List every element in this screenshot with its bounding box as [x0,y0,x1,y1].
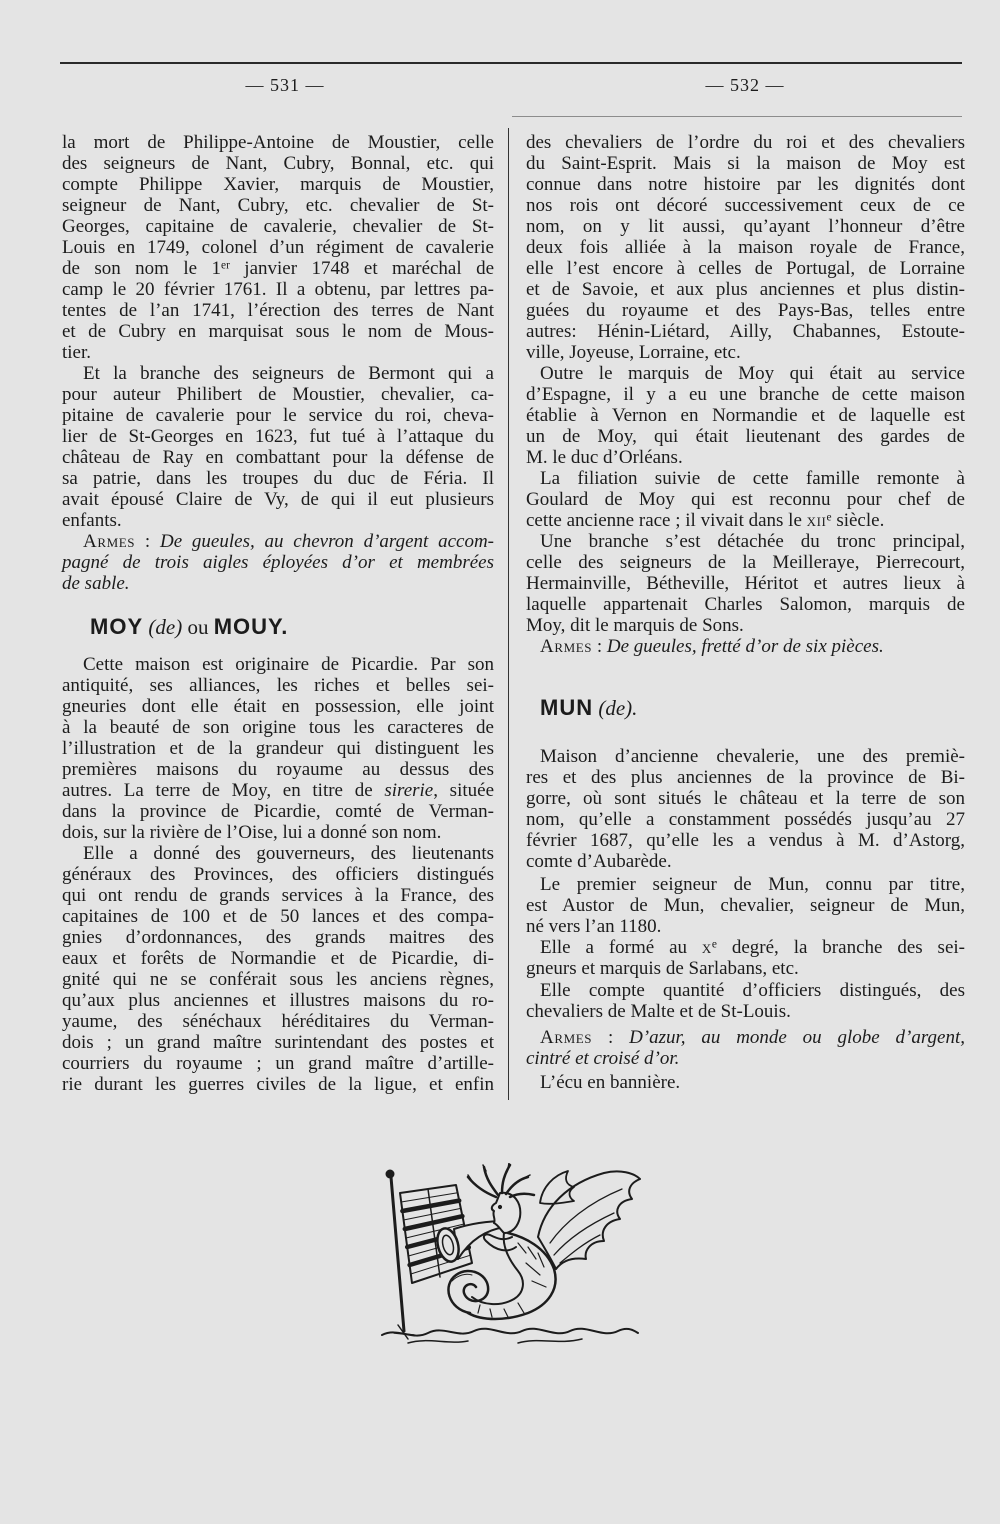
text-line [62,1053,494,1074]
text-line [62,258,494,279]
bold-run: MOUY. [213,614,289,639]
paragraph [526,1072,965,1093]
text-line [62,906,494,927]
text-run: Elle a formé au [540,936,702,958]
text-run: château de Ray en combattant pour la défense de [62,447,494,468]
text-run: laquelle appartenait Charles Salomon, marquis de [526,594,965,615]
italic-run: sirerie [384,780,434,801]
text-line [62,384,494,405]
text-run: M. le duc d’Orléans. [526,447,683,468]
text-run: dois, sur la rivière de l’Oise, lui a donné son nom. [62,822,442,843]
italic-run: De gueules, au chevron d’argent accom- [159,531,494,552]
paragraph [62,654,494,843]
small-caps-run: Armes [83,531,136,552]
text-run: d’Espagne, il y a eu une branche de cette maison [526,384,965,405]
text-line [526,895,965,916]
text-run: de son nom le 1 [62,258,222,279]
text-line [526,426,965,447]
text-run: généraux des Provinces, des officiers distingués [62,864,494,885]
text-line [526,237,965,258]
top-rule [60,62,962,64]
text-line [62,1011,494,1032]
section-heading [526,693,965,723]
text-run: ou [182,615,214,639]
text-run: nos rois ont décoré successivement ceux de ce [526,195,965,216]
text-line [62,885,494,906]
text-line [526,615,965,636]
paragraph [526,363,965,468]
text-run: tentes de l’an 1741, l’érection des terres de Nant [62,300,494,321]
superscript-run: e [826,511,832,524]
text-line [526,874,965,895]
text-run: février 1687, qu’elle les a vendus à M. d’Astorg, [526,830,965,851]
text-line [526,153,965,174]
text-line [526,980,965,1001]
text-run: antiquité, ses alliances, les riches et belles sei- [62,675,494,696]
text-run: La filiation suivie de cette famille remonte à [540,468,965,489]
italic-run: (de) [148,615,183,639]
text-line [62,174,494,195]
text-line [62,426,494,447]
superscript-run: er [221,259,230,272]
text-run: lier de St-Georges en 1623, fut tué à l’attaque du [62,426,494,447]
text-run: eaux et forêts de Normandie et de Picardie, di- [62,948,494,969]
text-run: un de Moy, qui était lieutenant des gardes de [526,426,965,447]
text-run: gorre, où sont situés le château et la terre de son [526,788,965,809]
text-line [526,405,965,426]
text-line [62,552,494,573]
text-run: res et des plus anciennes de la province de Bi- [526,767,965,788]
text-run: des chevaliers de l’ordre du roi et des chevaliers [526,132,965,153]
text-line [526,258,965,279]
text-line [62,573,494,594]
text-line [526,958,965,979]
text-line [526,746,965,767]
paragraph [526,1027,965,1069]
text-run: : [592,636,607,657]
text-line [62,195,494,216]
text-line [62,927,494,948]
text-run: Le premier seigneur de Mun, connu par titre, [540,873,965,895]
text-line [526,531,965,552]
paragraph [62,363,494,531]
text-line [62,510,494,531]
text-line [526,1072,965,1093]
text-line [526,321,965,342]
text-line [526,809,965,830]
feather-crown [468,1163,534,1197]
text-line [526,174,965,195]
text-run: L’écu en bannière. [540,1071,681,1093]
text-run: janvier 1748 et maréchal de [229,258,494,279]
text-run: gneurs et marquis de Sarlabans, etc. [526,957,799,979]
text-run: connue dans notre histoire par les dignités dont [526,174,965,195]
text-run: établie à Vernon en Normandie et de laquelle est [526,405,965,426]
text-line [526,468,965,489]
text-run: guées du royaume et des Pays-Bas, telles entre [526,300,965,321]
page-number-left: — 531 — [245,75,325,95]
text-run: camp le 20 février 1761. Il a obtenu, par lettres pa- [62,279,494,300]
text-line [526,132,965,153]
paragraph [526,874,965,937]
text-line [62,843,494,864]
paragraph [526,746,965,872]
text-run: yaume, des sénéchaux héréditaires du Verman- [62,1011,494,1032]
text-run: Maison d’ancienne chevalerie, une des premiè- [540,746,965,767]
paragraph [526,132,965,363]
italic-run: D’azur, au monde ou globe d’argent, [629,1026,966,1048]
text-run: du Saint-Esprit. Mais si la maison de Moy est [526,153,965,174]
text-line [62,738,494,759]
text-run: degré, la branche des sei- [716,936,965,958]
small-caps-run: xii [806,510,827,531]
text-line [62,531,494,552]
text-line [526,1001,965,1022]
text-line [62,759,494,780]
paragraph [62,132,494,363]
text-line [526,594,965,615]
text-line [62,696,494,717]
text-run: capitaines de 100 et de 50 lances et des compa- [62,906,494,927]
text-line [62,447,494,468]
text-run: est Austor de Mun, chevalier, seigneur de Mun, [526,894,965,916]
text-line [62,969,494,990]
text-run: Goulard de Moy qui est reconnu pour chef de [526,489,965,510]
text-line [526,788,965,809]
text-line [62,132,494,153]
paragraph [62,843,494,1095]
text-line [526,937,965,958]
text-run: Elle a donné des gouverneurs, des lieutenants [83,843,494,864]
text-line [62,717,494,738]
text-line [62,405,494,426]
text-run: pour auteur Philibert de Moustier, chevalier, ca- [62,384,494,405]
italic-run: (de). [598,696,638,720]
text-run: Cette maison est originaire de Picardie. Par son [83,654,494,675]
text-line [62,780,494,801]
text-run: nom, on y lit aussi, qu’ayant l’honneur d’être [526,216,965,237]
text-line [62,279,494,300]
text-run: elle l’est encore à celles de Portugal, de Lorraine [526,258,965,279]
text-line [62,489,494,510]
text-line [526,447,965,468]
italic-run: cintré et croisé d’or. [526,1047,680,1069]
text-run: l’illustration et de la grandeur qui distinguent les [62,738,494,759]
text-run: gnies d’ordonnances, des grands maitres des [62,927,494,948]
paragraph [526,531,965,636]
text-line [526,384,965,405]
bold-run: MUN [540,695,594,720]
paragraph [526,980,965,1022]
right-column [526,132,965,1093]
text-run: courriers du royaume ; un grand maître d’artille- [62,1053,494,1074]
text-run: né vers l’an 1180. [526,915,662,937]
text-run: premières maisons du royaume au dessus des [62,759,494,780]
header-rule [512,116,962,117]
small-caps-run: Armes [540,636,593,657]
text-line [526,300,965,321]
text-line [62,822,494,843]
text-line [62,1032,494,1053]
small-caps-run: x [701,936,712,958]
column-divider [508,128,509,1100]
text-line [62,153,494,174]
bold-run: MOY [90,614,144,639]
italic-run: de sable. [62,573,130,594]
left-column [62,132,494,1095]
text-run: Elle compte quantité d’officiers distingués, des [540,979,965,1001]
text-line [526,195,965,216]
text-run: autres: Hénin-Liétard, Ailly, Chabannes, Estoute- [526,321,965,342]
text-run: Louis en 1749, colonel d’un régiment de cavalerie [62,237,494,258]
text-run: comte d’Aubarède. [526,851,672,872]
text-line [62,948,494,969]
text-run: avait épousé Claire de Vy, de qui il eut plusieurs [62,489,494,510]
text-run: et de Cubry en marquisat sous le nom de Mous- [62,321,494,342]
waves [382,1329,638,1343]
text-run: rie durant les guerres civiles de la ligue, et enfin [62,1074,494,1095]
text-line [62,342,494,363]
text-line [62,990,494,1011]
text-run: : [135,531,160,552]
text-line [526,279,965,300]
text-line [62,216,494,237]
text-run: et de Savoie, et aux plus anciennes et plus distin- [526,279,965,300]
text-run: qu’aux plus anciennes et illustres maisons du ro- [62,990,494,1011]
text-line [526,636,965,657]
text-run: cette ancienne race ; il vivait dans le [526,510,807,531]
paragraph [526,468,965,531]
text-line [526,342,965,363]
text-run: sa patrie, dans les troupes du duc de Féria. Il [62,468,494,489]
text-run: siècle. [831,510,885,531]
italic-run: pagné de trois aigles éployées d’or et membrées [62,552,494,573]
text-run: Georges, capitaine de cavalerie, chevalier de St- [62,216,494,237]
text-line [62,321,494,342]
text-line [526,510,965,531]
text-run: autres. La terre de Moy, en titre de [62,780,385,801]
text-line [526,851,965,872]
text-run: gnité qui ne se conférait sous les anciens règnes, [62,969,494,990]
text-run: : [592,1026,630,1048]
text-run: celle des seigneurs de la Meilleraye, Pierrecourt, [526,552,965,573]
text-line [62,864,494,885]
text-line [62,654,494,675]
wing [538,1171,640,1269]
text-line [526,1048,965,1069]
text-run: Et la branche des seigneurs de Bermont qui a [83,363,494,384]
text-line [62,801,494,822]
text-run: Une branche s’est détachée du tronc principal, [540,531,965,552]
section-heading [62,612,494,642]
spiral-tail [448,1271,488,1313]
text-run: seigneur de Nant, Cubry, etc. chevalier de St- [62,195,494,216]
text-line [62,1074,494,1095]
paragraph [526,636,965,657]
text-run: tier. [62,342,92,363]
text-line [526,489,965,510]
text-run: deux fois alliée à la maison royale de France, [526,237,965,258]
page-number-right: — 532 — [705,75,785,95]
text-line [62,675,494,696]
text-run: , située [433,780,494,801]
text-line [526,830,965,851]
text-line [526,573,965,594]
text-run: pitaine de cavalerie pour le service du roi, cheva- [62,405,494,426]
text-run: Moy, dit le marquis de Sons. [526,615,744,636]
text-run: ville, Joyeuse, Lorraine, etc. [526,342,741,363]
italic-run: De gueules, fretté d’or de six pièces. [606,636,884,657]
text-run: Outre le marquis de Moy qui était au service [540,363,965,384]
text-line [526,216,965,237]
text-line [526,767,965,788]
text-run: Hermainville, Bétheville, Héritot et autres lieux à [526,573,965,594]
paragraph [62,531,494,594]
text-run: dois ; un grand maître surintendant des postes et [62,1032,494,1053]
text-run: dans la province de Picardie, comté de Verman- [62,801,494,822]
text-run: nom, qu’elle a constamment possédés jusqu’au 27 [526,809,965,830]
text-line [526,552,965,573]
small-caps-run: Armes [540,1026,593,1048]
text-run: à la beauté de son origine tous les caracteres de [62,717,494,738]
text-run: des seigneurs de Nant, Cubry, Bonnal, etc. qui [62,153,494,174]
text-run: gneuries dont elle était en possession, elle joint [62,696,494,717]
text-line [526,363,965,384]
superscript-run: e [711,937,717,950]
text-run: enfants. [62,510,122,531]
paragraph [526,937,965,979]
text-run: la mort de Philippe-Antoine de Moustier, celle [62,132,494,153]
text-run: chevaliers de Malte et de St-Louis. [526,1000,791,1022]
text-run: qui ont rendu de grands services à la France, des [62,885,494,906]
text-line [526,916,965,937]
text-run: compte Philippe Xavier, marquis de Moustier, [62,174,494,195]
text-line [62,468,494,489]
text-line [62,363,494,384]
text-line [62,300,494,321]
siren-vignette [368,1163,643,1348]
text-line [62,237,494,258]
text-line [526,1027,965,1048]
